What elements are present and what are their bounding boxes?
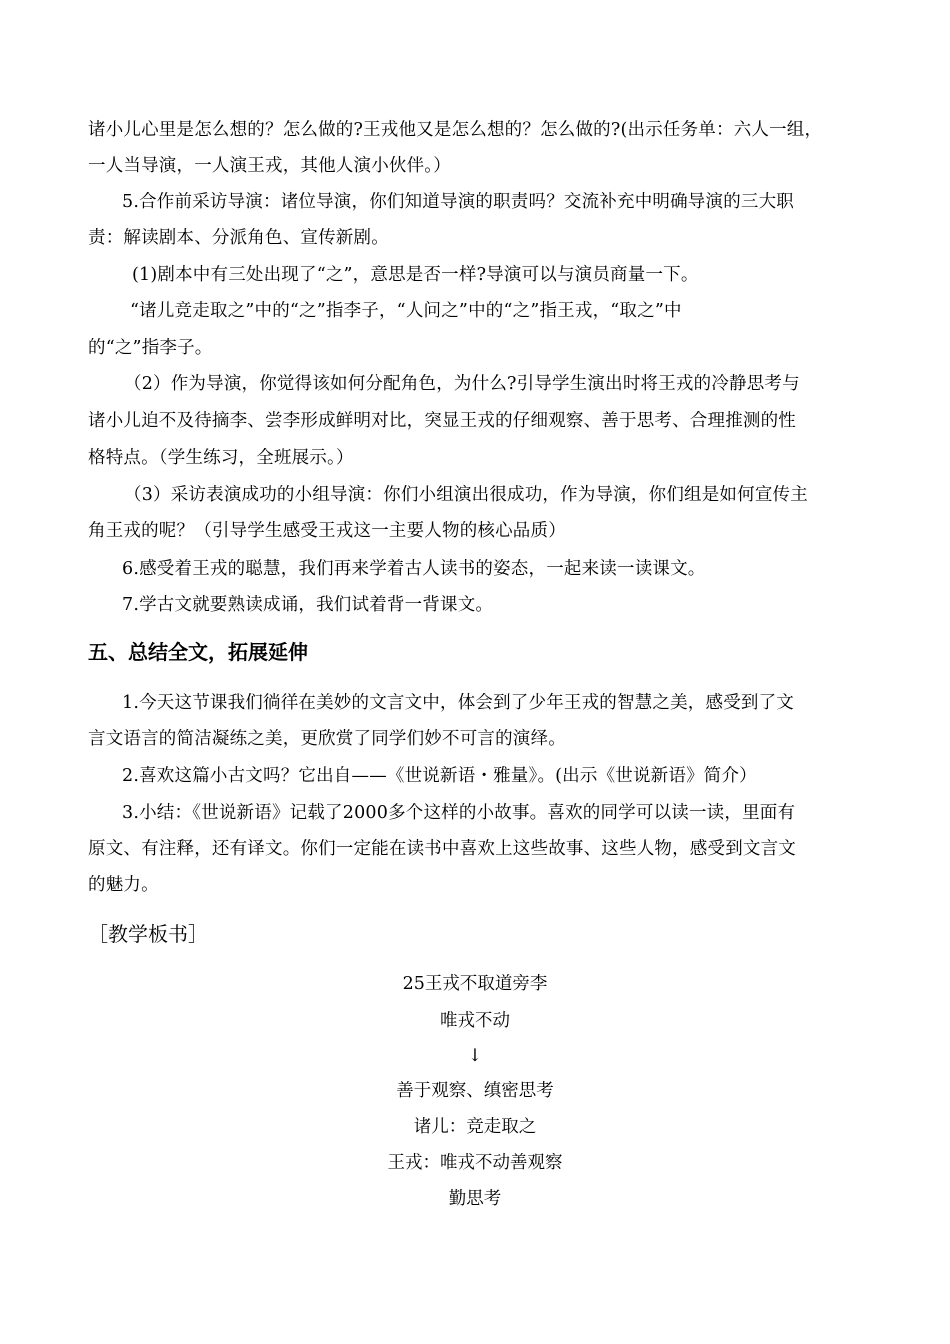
body-line: 一人当导演，一人演王戎，其他人演小伙伴。） — [88, 156, 451, 176]
down-arrow-icon: ↓ — [467, 1046, 483, 1066]
body-line: （3）采访表演成功的小组导演：你们小组演出很成功，作为导演，你们组是如何宣传主 — [124, 485, 808, 505]
body-line: 责：解读剧本、分派角色、宣传新剧。 — [88, 228, 389, 248]
body-line: 5.合作前采访导演：诸位导演，你们知道导演的职责吗？交流补充中明确导演的三大职 — [122, 192, 794, 212]
board-line: 诸儿：竞走取之 — [413, 1117, 537, 1137]
section-line: 的魅力。 — [88, 875, 159, 895]
board-line: 勤思考 — [448, 1189, 502, 1209]
body-line: 7.学古文就要熟读成诵，我们试着背一背课文。 — [122, 595, 494, 615]
section-line: 1.今天这节课我们徜徉在美妙的文言文中，体会到了少年王戎的智慧之美，感受到了文 — [122, 693, 794, 713]
section-line: 2.喜欢这篇小古文吗？它出自——《世说新语・雅量》。(出示《世说新语》简介） — [122, 766, 757, 786]
body-line: 诸小儿迫不及待摘李、尝李形成鲜明对比，突显王戎的仔细观察、善于思考、合理推测的性 — [88, 411, 796, 431]
board-line: 唯戎不动 — [440, 1011, 510, 1031]
section-line: 3.小结：《世说新语》记载了2000多个这样的小故事。喜欢的同学可以读一读，里面有 — [122, 803, 796, 823]
board-line-title: 25王戎不取道旁李 — [402, 974, 548, 994]
section-line: 言文语言的简洁凝练之美，更欣赏了同学们妙不可言的演绎。 — [88, 729, 566, 749]
section-line: 原文、有注释，还有译文。你们一定能在读书中喜欢上这些故事、这些人物，感受到文言文 — [88, 839, 796, 859]
board-title: ［教学板书］ — [88, 922, 208, 946]
body-line: 格特点。（学生练习，全班展示。） — [88, 448, 354, 468]
board-line: 王戎：唯戎不动善观察 — [387, 1153, 563, 1173]
body-line: “诸儿竞走取之”中的“之”指李子，“人问之”中的“之”指王戎，“取之”中 — [130, 301, 682, 321]
board-line: 善于观察、缜密思考 — [396, 1081, 554, 1101]
section-heading: 五、总结全文，拓展延伸 — [88, 640, 308, 664]
body-line: 诸小儿心里是怎么想的？怎么做的?王戎他又是怎么想的？怎么做的?(出示任务单：六人一组， — [88, 120, 823, 140]
body-line: (1)剧本中有三处出现了“之”，意思是否一样?导演可以与演员商量一下。 — [132, 265, 699, 285]
body-line: 6.感受着王戎的聪慧，我们再来学着古人读书的姿态，一起来读一读课文。 — [122, 559, 706, 579]
body-line: （2）作为导演，你觉得该如何分配角色，为什么?引导学生演出时将王戎的冷静思考与 — [124, 374, 800, 394]
body-line: 角王戎的呢？（引导学生感受王戎这一主要人物的核心品质） — [88, 521, 566, 541]
body-line: 的“之”指李子。 — [88, 338, 213, 358]
